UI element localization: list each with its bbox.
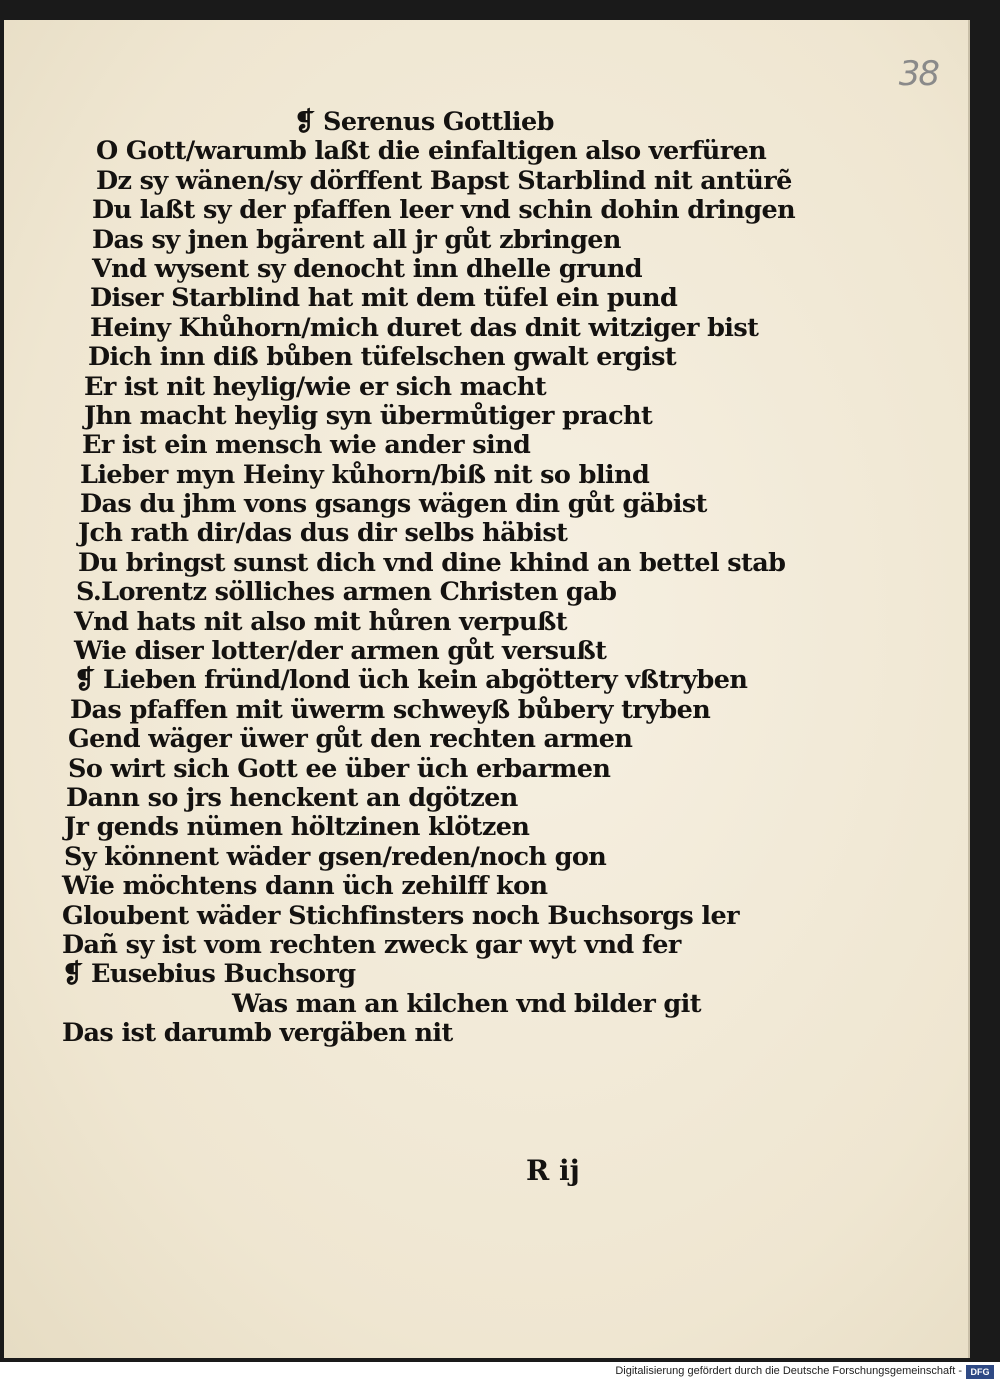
text-line: Vnd hats nit also mit hůren verpußt (74, 606, 567, 637)
text-line: O Gott/warumb laßt die einfaltigen also verfüren (96, 136, 767, 167)
text-line: Er ist ein mensch wie ander sind (82, 430, 531, 461)
text-line: Heiny Khůhorn/mich duret das dnit witziger bist (90, 312, 759, 343)
text-line: Dich inn diß bůben tüfelschen gwalt ergist (88, 342, 677, 373)
text-line: Das sy jnen bgärent all jr gůt zbringen (92, 224, 621, 255)
text-line: Jr gends nümen höltzinen klötzen (64, 812, 530, 843)
page-text (62, 107, 796, 1078)
text-line: Lieber myn Heiny kůhorn/biß nit so blind (80, 459, 650, 490)
text-line: Du bringst sunst dich vnd dine khind an bettel stab (78, 547, 786, 578)
text-line: Vnd wysent sy denocht inn dhelle grund (92, 253, 643, 284)
text-line: Das pfaffen mit üwerm schweyß bůbery tryben (70, 694, 711, 725)
text-line: Dz sy wänen/sy dörffent Bapst Starblind nit antürẽ (96, 165, 792, 196)
text-line: Jhn macht heylig syn übermůtiger pracht (84, 400, 653, 431)
signature-mark: R ij (526, 1154, 580, 1187)
text-line: S.Lorentz sölliches armen Christen gab (76, 577, 617, 608)
footer-bar (0, 1362, 1000, 1382)
text-line: Gloubent wäder Stichfinsters noch Buchsorgs ler (62, 900, 739, 931)
dfg-logo: DFG (966, 1365, 994, 1379)
footer-credit: Digitalisierung gefördert durch die Deutsche Forschungsgemeinschaft - (615, 1365, 962, 1377)
text-line: Sy könnent wäder gsen/reden/noch gon (64, 841, 607, 872)
text-line: So wirt sich Gott ee über üch erbarmen (68, 753, 611, 784)
text-line: Diser Starblind hat mit dem tüfel ein pund (90, 283, 678, 314)
text-line: Er ist nit heylig/wie er sich macht (84, 371, 547, 402)
text-line: Du laßt sy der pfaffen leer vnd schin dohin dringen (92, 195, 796, 226)
text-line: Das ist darumb vergäben nit (62, 1018, 453, 1049)
folio-number: 38 (898, 54, 938, 94)
text-line: ❡ Eusebius Buchsorg (62, 959, 356, 990)
text-line: Dann so jrs henckent an dgötzen (66, 782, 518, 813)
text-line: Das du jhm vons gsangs wägen din gůt gäbist (80, 489, 707, 520)
text-line: ❡ Lieben fründ/lond üch kein abgöttery vßtryben (74, 665, 748, 696)
text-line: Gend wäger üwer gůt den rechten armen (68, 724, 633, 755)
speaker-heading: ❡ Serenus Gottlieb (294, 107, 554, 137)
text-line: Wie möchtens dann üch zehilff kon (62, 871, 548, 902)
text-line (62, 1049, 762, 1078)
text-line: Dañ sy ist vom rechten zweck gar wyt vnd fer (62, 929, 681, 960)
text-line: Wie diser lotter/der armen gůt versußt (74, 636, 607, 667)
text-line: Jch rath dir/das dus dir selbs häbist (78, 518, 568, 549)
book-page (4, 20, 968, 1358)
speaker-heading: Was man an kilchen vnd bilder git (232, 988, 701, 1019)
